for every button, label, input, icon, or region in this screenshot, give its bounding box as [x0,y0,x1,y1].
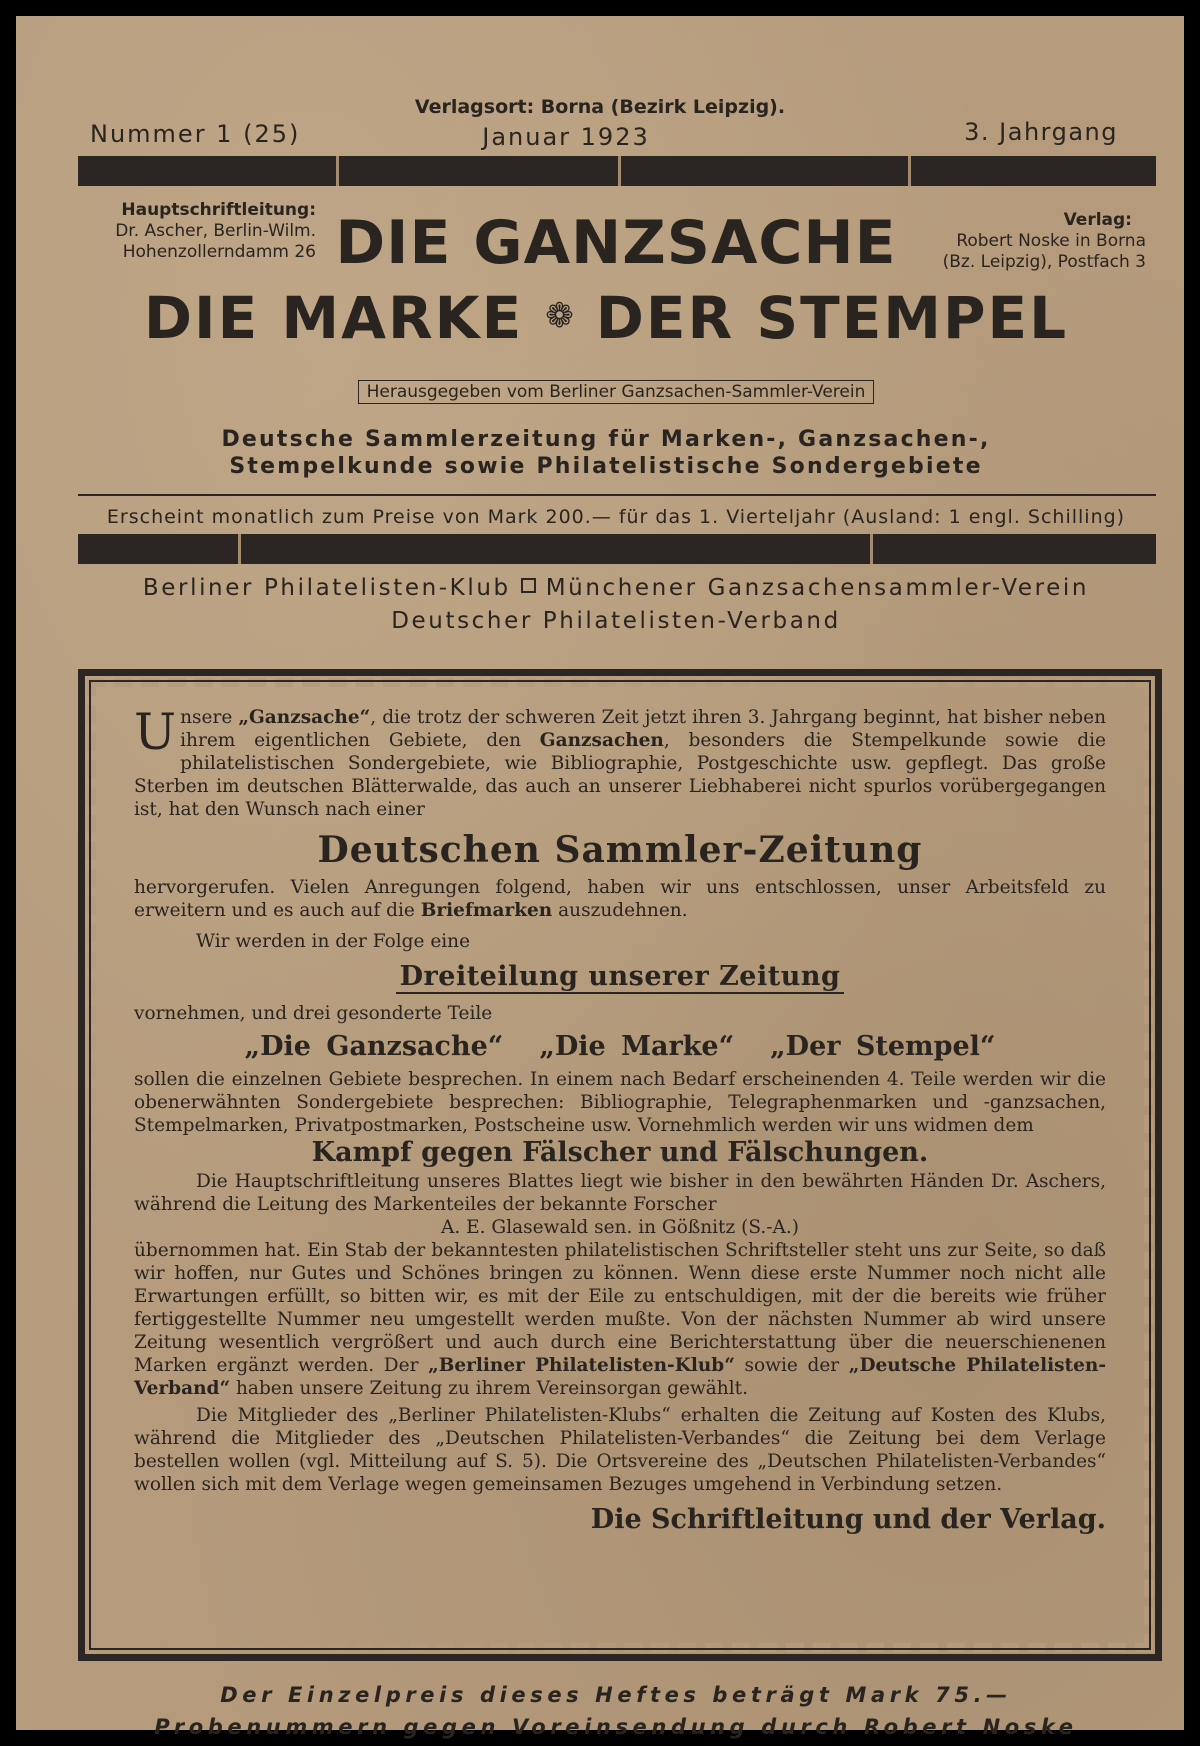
paragraph-intro: Unsere „Ganzsache“, die trotz der schweren Zeit jetzt ihren 3. Jahrgang beginnt, hat bisher neben ihrem eigentlichen Gebiete, den Ganzsachen, besonders die Stempelkunde sowie die philatelistischen Sondergebiete, wie Bibliographie, Postgeschichte usw. gepflegt. Das große Sterben im deutschen Blätterwalde, das auch an unserer Liebhaberei nicht spurlos vorübergegangen ist, hat den Wunsch nach einer [134,703,1107,820]
publisher-block [906,210,1146,273]
top-rule-bar [78,156,1156,186]
article-body [134,703,1107,1535]
paragraph-fourth-part: sollen die einzelnen Gebiete besprechen. In einem nach Bedarf erscheinenden 4. Teile werden wir die obenerwähnten Sondergebiete besprechen: Bibliographie, Telegraphenmarken und -ganzsachen, Stempelmarken, Privatpostmarken, Postscheine usw. Vornehmlich werden wir uns widmen dem [134,1069,1106,1136]
editor-address: Hohenzollerndamm 26 [122,242,316,262]
part-ganzsache: „Die Ganzsache“ [244,1031,504,1062]
editor-block [86,200,316,263]
editor-name: Dr. Ascher, Berlin-Wilm. [115,221,316,241]
paragraph-staff: übernommen hat. Ein Stab der bekanntesten philatelistischen Schriftsteller steht uns zur Seite, so daß wir hoffen, nur Gutes und Schönes bringen zu können. Wenn diese erste Nummer noch nicht alle Erwartungen erfüllt, so bitten wir, es mit der Eile zu entschuldigen, mit der die bereits wie früher fertiggestellte Nummer neu umgestellt werden mußte. Von der nächsten Nummer ab wird unsere Zeitung wesentlich vergrößert und auch durch eine Berichterstattung über die neuerschienenen Marken ergänzt werden. Der „Berliner Philatelisten-Klub“ sowie der „Deutsche Philatelisten-Verband“ haben unsere Zeitung zu ihrem Vereinsorgan gewählt. [134,1240,1106,1399]
title-marke: DIE MARKE [143,284,524,352]
affiliated-clubs [76,572,1156,638]
square-separator-icon [521,578,536,593]
club-berlin: Berliner Philatelisten-Klub [142,575,511,601]
paragraph-parts-intro: vornehmen, und drei gesonderte Teile [134,1003,493,1024]
newspaper-page [16,16,1184,1739]
club-verband: Deutscher Philatelisten-Verband [391,608,841,634]
heading-dreiteilung: Dreiteilung unserer Zeitung [134,965,1106,994]
subtitle [76,426,1136,480]
volume-year: 3. Jahrgang [964,118,1118,146]
issuer-text: Herausgegeben vom Berliner Ganzsachen-Sammler-Verein [358,380,875,404]
publication-place: Verlagsort: Borna (Bezirk Leipzig). [414,96,786,118]
paragraph-members: Die Mitglieder des „Berliner Philatelisten-Klubs“ erhalten die Zeitung auf Kosten des Klubs, während die Mitglieder des „Deutschen Philatelisten-Verbandes“ die Zeitung bei dem Verlage bestellen wollen (vgl. Mitteilung auf S. 5). Die Ortsvereine des „Deutschen Philatelisten-Verbandes“ wollen sich mit dem Verlage wegen gemeinsamen Bezuges umgehend in Verbindung setzen. [134,1405,1106,1495]
part-marke: „Die Marke“ [539,1031,735,1062]
signature: Die Schriftleitung und der Verlag. [590,1504,1106,1535]
club-muenchen: Münchener Ganzsachensammler-Verein [545,575,1090,601]
subtitle-line-2: Stempelkunde sowie Philatelistische Sondergebiete [229,454,983,479]
editor-title: Hauptschriftleitung: [121,200,316,220]
middle-rule-bar [78,534,1156,564]
publisher-name: Robert Noske in Borna [956,231,1146,251]
paragraph-expansion: hervorgerufen. Vielen Anregungen folgend, haben wir uns entschlossen, unser Arbeitsfeld zu erweitern und es auch auf die Briefmarken auszudehnen. [134,877,1106,921]
paragraph-glasewald: A. E. Glasewald sen. in Gößnitz (S.-A.) [441,1217,799,1238]
title-stempel: DER STEMPEL [595,284,1069,352]
footer-sample-copies: Probenummern gegen Voreinsendung durch Robert Noske [154,1715,1078,1739]
heading-sammler-zeitung: Deutschen Sammler-Zeitung [317,829,923,871]
issuer-box [316,380,916,410]
publisher-title: Verlag: [1063,210,1132,230]
drop-cap: U [134,703,177,761]
paragraph-editorship: Die Hauptschriftleitung unseres Blattes liegt wie bisher in den bewährten Händen Dr. Aschers, während die Leitung des Markenteiles der bekannte Forscher [134,1171,1106,1215]
publisher-address: (Bz. Leipzig), Postfach 3 [942,252,1146,272]
title-ganzsache: DIE GANZSACHE [335,208,897,278]
heading-three-parts [134,1031,1106,1062]
clubs-line-1 [76,572,1156,605]
title-second-line [76,284,1136,352]
heading-faelscher: Kampf gegen Fälscher und Fälschungen. [311,1137,929,1168]
paragraph-announcement: Wir werden in der Folge eine [196,931,471,952]
ornament-icon: ❁ [545,295,576,336]
footer [96,1679,1136,1743]
thin-rule [78,494,1156,496]
footer-single-price: Der Einzelpreis dieses Heftes beträgt Mark 75.— [220,1683,1012,1707]
issue-date: Januar 1923 [482,123,650,151]
subscription-price: Erscheint monatlich zum Preise von Mark 200.— für das 1. Vierteljahr (Ausland: 1 engl. Schilling) [106,506,1126,528]
issue-number: Nummer 1 (25) [90,120,301,148]
subtitle-line-1: Deutsche Sammlerzeitung für Marken-, Ganzsachen-, [221,427,991,452]
part-stempel: „Der Stempel“ [770,1031,996,1062]
